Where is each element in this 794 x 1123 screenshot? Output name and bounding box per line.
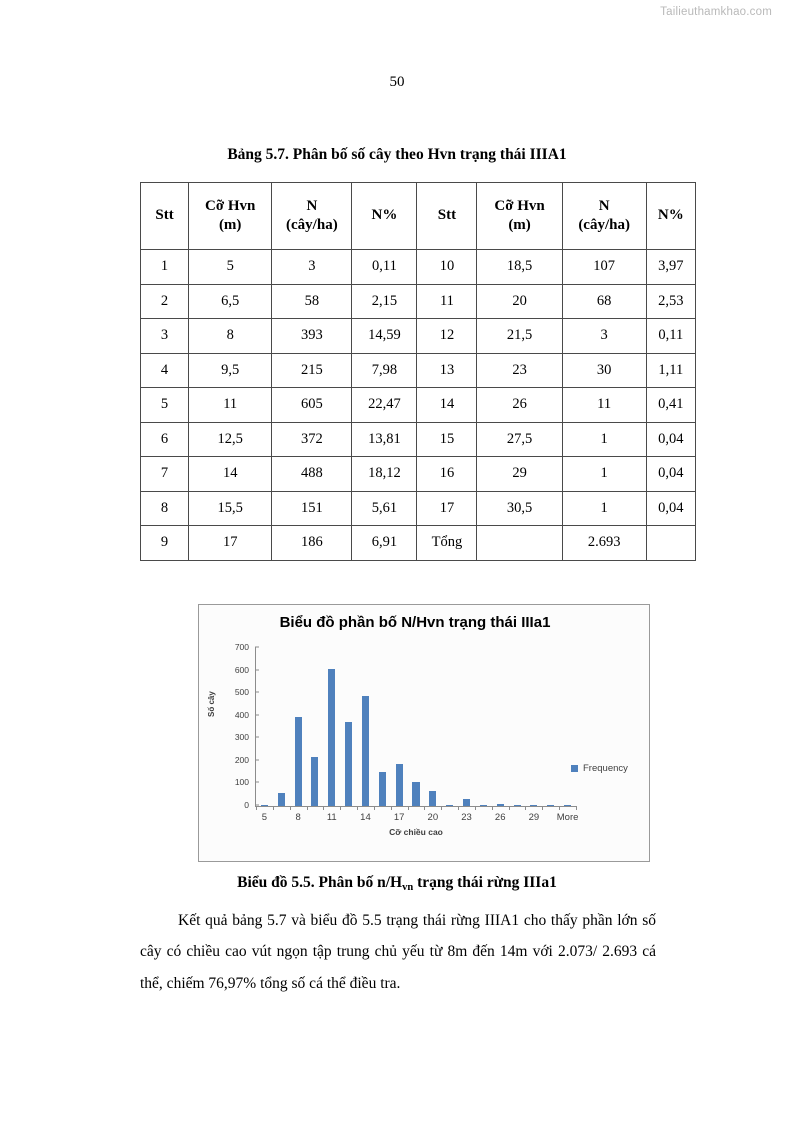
table-row xyxy=(141,457,696,492)
cell-hvn: 6,5 xyxy=(189,284,272,319)
distribution-table xyxy=(140,182,696,561)
table-caption: Bảng 5.7. Phân bố số cây theo Hvn trạng thái IIIA1 xyxy=(227,146,567,163)
cell-hvn: 15,5 xyxy=(189,491,272,526)
table-row xyxy=(141,491,696,526)
header-npercent-1-line1: N% xyxy=(371,207,398,224)
chart-caption-after: trạng thái rừng IIIa1 xyxy=(413,874,557,891)
cell-npercent2 xyxy=(646,526,695,561)
chart-bar xyxy=(497,804,504,806)
x-tick-mark xyxy=(307,806,308,810)
cell-npercent2: 0,04 xyxy=(646,422,695,457)
cell-stt2: 17 xyxy=(417,491,477,526)
cell-n: 215 xyxy=(272,353,352,388)
chart-bar xyxy=(530,805,537,806)
chart-bar xyxy=(295,717,302,806)
y-tick-label: 600 xyxy=(234,664,249,675)
x-tick-mark xyxy=(542,806,543,810)
table-row xyxy=(141,422,696,457)
x-tick-mark xyxy=(458,806,459,810)
cell-npercent: 22,47 xyxy=(352,388,417,423)
cell-hvn2: 26 xyxy=(477,388,562,423)
x-tick-mark xyxy=(424,806,425,810)
y-tick-label: 400 xyxy=(234,709,249,720)
header-hvn-1-line1: Cỡ Hvn xyxy=(204,197,256,214)
table-row xyxy=(141,250,696,285)
chart-caption-before: Biểu đồ 5.5. Phân bố n/H xyxy=(237,874,403,891)
cell-hvn2: 29 xyxy=(477,457,562,492)
cell-npercent: 2,15 xyxy=(352,284,417,319)
x-tick-mark xyxy=(273,806,274,810)
chart-bar xyxy=(328,669,335,806)
x-tick-label: More xyxy=(556,812,579,823)
cell-npercent: 13,81 xyxy=(352,422,417,457)
chart-bar xyxy=(379,772,386,806)
cell-npercent: 7,98 xyxy=(352,353,417,388)
cell-stt: 7 xyxy=(141,457,189,492)
x-tick-mark xyxy=(391,806,392,810)
chart-bar xyxy=(362,696,369,806)
x-tick-label: 29 xyxy=(528,812,540,823)
data-table-container xyxy=(140,182,696,561)
cell-npercent2: 3,97 xyxy=(646,250,695,285)
header-n-1-line1: N xyxy=(306,197,318,214)
cell-hvn2: 20 xyxy=(477,284,562,319)
cell-n: 605 xyxy=(272,388,352,423)
cell-stt2: 13 xyxy=(417,353,477,388)
x-tick-mark xyxy=(323,806,324,810)
cell-n: 58 xyxy=(272,284,352,319)
y-tick-label: 200 xyxy=(234,754,249,765)
cell-hvn2 xyxy=(477,526,562,561)
cell-stt2: 14 xyxy=(417,388,477,423)
x-tick-mark xyxy=(441,806,442,810)
cell-stt: 5 xyxy=(141,388,189,423)
x-tick-label: 20 xyxy=(427,812,439,823)
cell-npercent2: 0,04 xyxy=(646,457,695,492)
cell-hvn2: 23 xyxy=(477,353,562,388)
cell-hvn: 14 xyxy=(189,457,272,492)
chart-bars xyxy=(256,647,576,806)
table-row xyxy=(141,353,696,388)
cell-npercent2: 0,04 xyxy=(646,491,695,526)
header-stt-2-line1: Stt xyxy=(437,207,457,224)
x-tick-mark xyxy=(525,806,526,810)
cell-stt: 8 xyxy=(141,491,189,526)
cell-stt: 4 xyxy=(141,353,189,388)
y-tick-label: 300 xyxy=(234,732,249,743)
cell-hvn2: 18,5 xyxy=(477,250,562,285)
x-tick-mark xyxy=(374,806,375,810)
cell-n: 151 xyxy=(272,491,352,526)
x-tick-mark xyxy=(492,806,493,810)
header-hvn-1 xyxy=(189,183,272,250)
table-row xyxy=(141,388,696,423)
cell-stt: 9 xyxy=(141,526,189,561)
x-tick-label: 14 xyxy=(360,812,371,823)
cell-stt2: 12 xyxy=(417,319,477,354)
watermark: Tailieuthamkhao.com xyxy=(660,6,772,18)
histogram-chart xyxy=(198,604,650,862)
cell-hvn: 11 xyxy=(189,388,272,423)
cell-stt2: 16 xyxy=(417,457,477,492)
cell-stt: 6 xyxy=(141,422,189,457)
chart-bar xyxy=(412,782,419,806)
chart-y-axis-title: Số cây xyxy=(207,691,216,717)
header-n-1-line2: (cây/ha) xyxy=(286,217,338,233)
cell-hvn: 17 xyxy=(189,526,272,561)
body-paragraph: Kết quả bảng 5.7 và biểu đồ 5.5 trạng thái rừng IIIA1 cho thấy phần lớn số cây có chiều cao vút ngọn tập trung chủ yếu từ 8m đến 14m với 2.073/ 2.693 cá thể, chiếm 76,97% tổng số cá thể điều tra. xyxy=(140,912,656,992)
y-tick-label: 0 xyxy=(244,800,249,810)
cell-n: 372 xyxy=(272,422,352,457)
chart-x-axis-title: Cỡ chiều cao xyxy=(389,827,443,837)
cell-total-value: 2.693 xyxy=(562,526,646,561)
cell-n2: 68 xyxy=(562,284,646,319)
x-tick-mark xyxy=(408,806,409,810)
table-header xyxy=(141,183,696,250)
chart-legend xyxy=(571,763,628,774)
chart-caption xyxy=(0,874,794,892)
cell-total-label: Tổng xyxy=(417,526,477,561)
page-number: 50 xyxy=(389,74,405,90)
y-tick-label: 100 xyxy=(234,777,249,788)
header-n-2-line2: (cây/ha) xyxy=(578,217,630,233)
chart-bar xyxy=(311,757,318,806)
cell-n2: 1 xyxy=(562,457,646,492)
cell-stt: 3 xyxy=(141,319,189,354)
y-tick-label: 500 xyxy=(234,687,249,698)
x-tick-mark xyxy=(509,806,510,810)
x-tick-label: 11 xyxy=(326,812,337,823)
header-hvn-2 xyxy=(477,183,562,250)
x-tick-mark xyxy=(357,806,358,810)
cell-stt2: 15 xyxy=(417,422,477,457)
x-tick-mark xyxy=(290,806,291,810)
chart-title: Biểu đồ phần bố N/Hvn trạng thái IIIa1 xyxy=(279,614,551,631)
cell-npercent: 14,59 xyxy=(352,319,417,354)
cell-npercent: 5,61 xyxy=(352,491,417,526)
cell-npercent2: 2,53 xyxy=(646,284,695,319)
cell-n: 488 xyxy=(272,457,352,492)
chart-bar xyxy=(463,799,470,806)
header-npercent-1 xyxy=(352,183,417,250)
header-n-1 xyxy=(272,183,352,250)
chart-bar xyxy=(278,793,285,806)
cell-stt2: 10 xyxy=(417,250,477,285)
cell-npercent2: 1,11 xyxy=(646,353,695,388)
header-hvn-2-line2: (m) xyxy=(508,217,531,233)
cell-n2: 1 xyxy=(562,422,646,457)
chart-bar xyxy=(564,805,571,806)
x-tick-label: 23 xyxy=(461,812,472,823)
cell-stt2: 11 xyxy=(417,284,477,319)
y-tick-label: 700 xyxy=(234,642,249,652)
cell-n2: 11 xyxy=(562,388,646,423)
chart-bar xyxy=(261,805,268,806)
header-n-2-line1: N xyxy=(598,197,610,214)
header-hvn-1-line2: (m) xyxy=(218,217,242,233)
header-stt-1 xyxy=(141,183,189,250)
table-body xyxy=(141,250,696,561)
chart-bar xyxy=(514,805,521,806)
header-npercent-2-line1: N% xyxy=(657,207,684,224)
x-tick-mark xyxy=(576,806,577,810)
cell-n2: 30 xyxy=(562,353,646,388)
cell-npercent: 6,91 xyxy=(352,526,417,561)
x-tick-label: 8 xyxy=(295,812,301,823)
cell-hvn2: 27,5 xyxy=(477,422,562,457)
cell-hvn: 5 xyxy=(189,250,272,285)
cell-n2: 1 xyxy=(562,491,646,526)
cell-npercent2: 0,41 xyxy=(646,388,695,423)
x-tick-mark xyxy=(340,806,341,810)
chart-bar xyxy=(429,791,436,806)
chart-bar xyxy=(480,805,487,806)
header-n-2 xyxy=(562,183,646,250)
header-npercent-2 xyxy=(646,183,695,250)
cell-n2: 107 xyxy=(562,250,646,285)
header-stt-1-line1: Stt xyxy=(155,207,174,224)
x-tick-mark xyxy=(559,806,560,810)
cell-hvn2: 21,5 xyxy=(477,319,562,354)
chart-bar xyxy=(396,764,403,806)
cell-npercent: 18,12 xyxy=(352,457,417,492)
cell-hvn: 8 xyxy=(189,319,272,354)
chart-bar xyxy=(446,805,453,806)
chart-x-axis-line xyxy=(255,806,577,807)
header-stt-2 xyxy=(417,183,477,250)
header-hvn-2-line1: Cỡ Hvn xyxy=(494,197,545,214)
cell-n: 3 xyxy=(272,250,352,285)
table-row xyxy=(141,319,696,354)
x-tick-label: 5 xyxy=(261,812,268,823)
x-tick-label: 17 xyxy=(393,812,405,823)
cell-stt: 1 xyxy=(141,250,189,285)
x-tick-mark xyxy=(256,806,257,810)
table-header-row xyxy=(141,183,696,250)
legend-swatch-icon xyxy=(571,765,578,772)
x-tick-mark xyxy=(475,806,476,810)
cell-hvn: 12,5 xyxy=(189,422,272,457)
cell-n: 186 xyxy=(272,526,352,561)
cell-hvn2: 30,5 xyxy=(477,491,562,526)
legend-label: Frequency xyxy=(583,763,628,774)
cell-n2: 3 xyxy=(562,319,646,354)
x-tick-label: 26 xyxy=(494,812,506,823)
cell-n: 393 xyxy=(272,319,352,354)
cell-npercent2: 0,11 xyxy=(646,319,695,354)
table-row-total xyxy=(141,526,696,561)
cell-stt: 2 xyxy=(141,284,189,319)
chart-caption-subscript: vn xyxy=(402,882,414,893)
chart-bar xyxy=(547,805,554,806)
cell-hvn: 9,5 xyxy=(189,353,272,388)
cell-npercent: 0,11 xyxy=(352,250,417,285)
chart-bar xyxy=(345,722,352,806)
table-row xyxy=(141,284,696,319)
